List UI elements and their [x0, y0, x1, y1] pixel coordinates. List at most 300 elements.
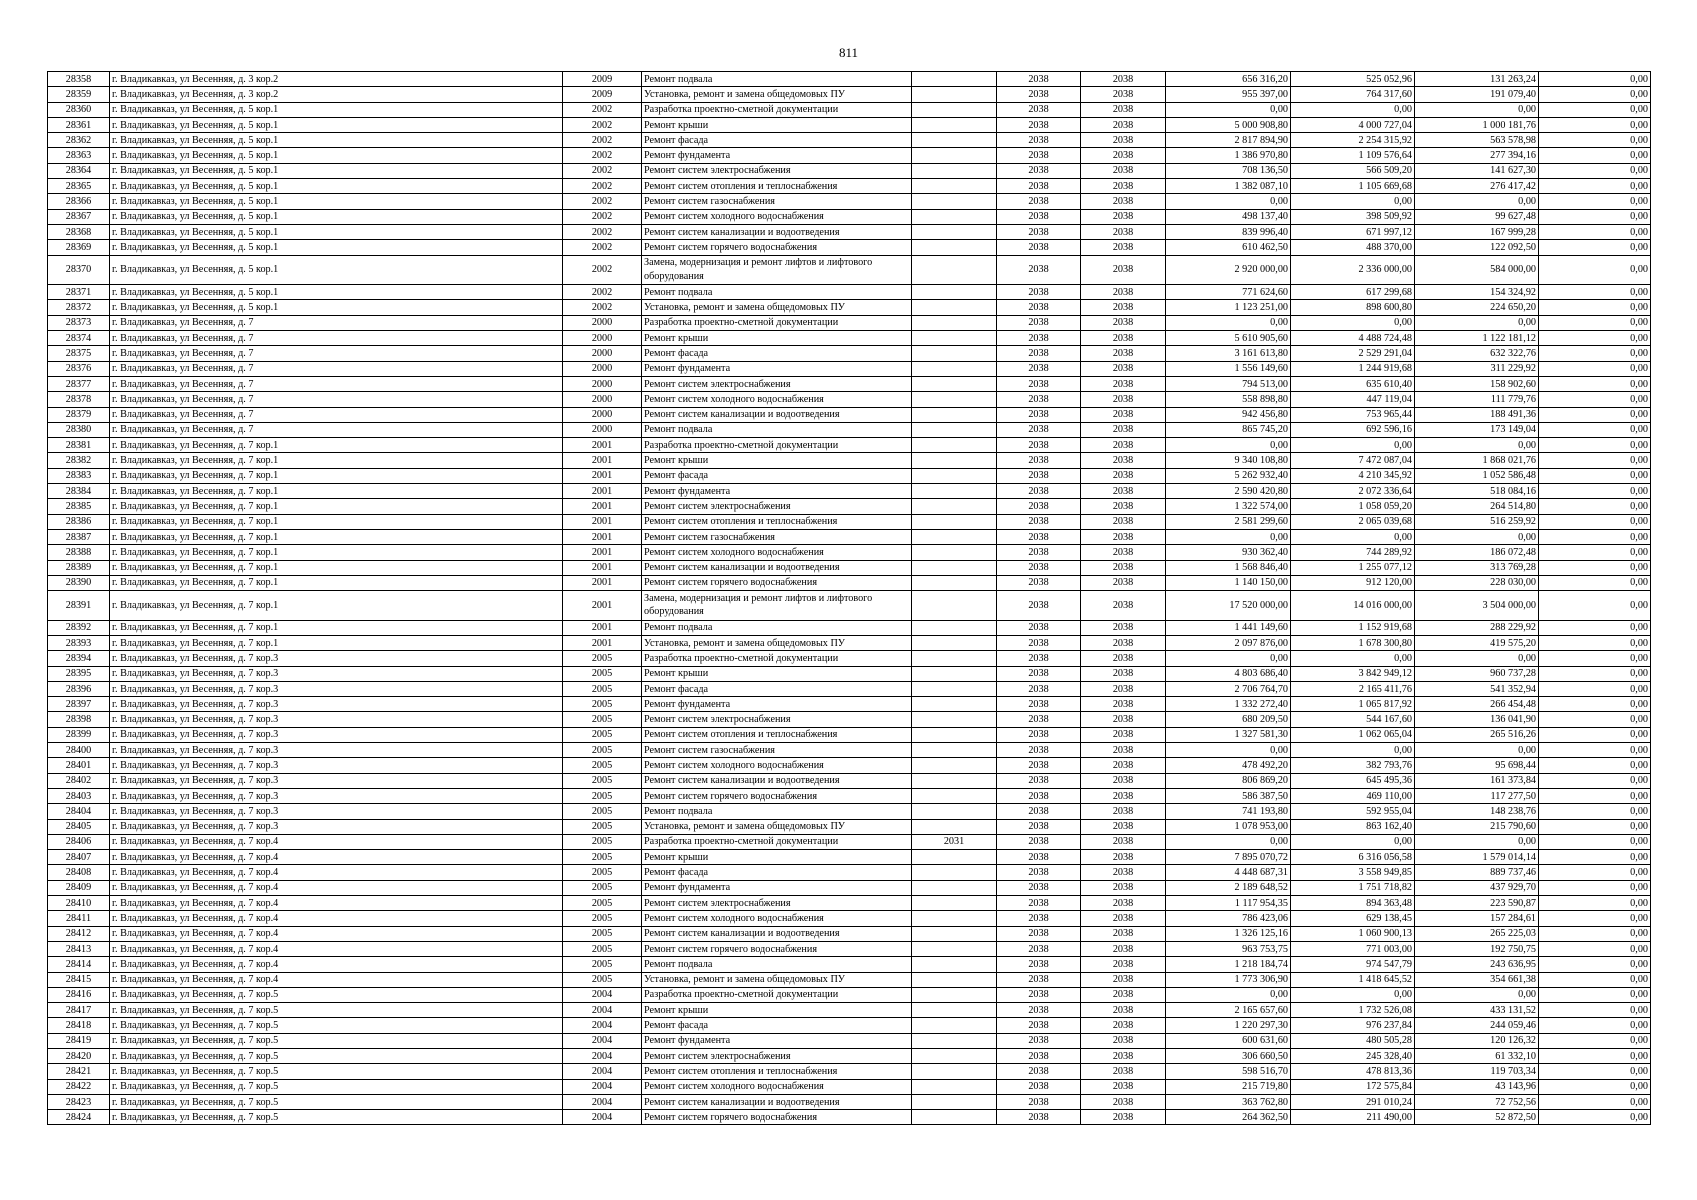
row-number-cell: 28409 [48, 880, 110, 895]
end-year-cell: 2038 [1081, 72, 1166, 87]
start-year-cell: 2038 [997, 941, 1081, 956]
row-number-cell: 28374 [48, 331, 110, 346]
build-year-cell: 2005 [563, 697, 642, 712]
fund-cost-cell: 2 065 039,68 [1291, 514, 1415, 529]
work-type-cell: Установка, ремонт и замена общедомовых ПУ [642, 87, 912, 102]
table-row [48, 315, 1651, 330]
end-year-cell: 2038 [1081, 545, 1166, 560]
start-year-cell: 2038 [997, 635, 1081, 650]
row-number-cell: 28420 [48, 1049, 110, 1064]
plan-year-cell [912, 529, 997, 544]
plan-year-cell [912, 102, 997, 117]
build-year-cell: 2002 [563, 255, 642, 285]
other-cost-cell: 0,00 [1539, 315, 1651, 330]
start-year-cell: 2038 [997, 1094, 1081, 1109]
end-year-cell: 2038 [1081, 1003, 1166, 1018]
end-year-cell: 2038 [1081, 453, 1166, 468]
build-year-cell: 2005 [563, 896, 642, 911]
table-row [48, 361, 1651, 376]
owner-cost-cell: 148 238,76 [1415, 804, 1539, 819]
other-cost-cell: 0,00 [1539, 514, 1651, 529]
address-cell: г. Владикавказ, ул Весенняя, д. 5 кор.1 [110, 102, 563, 117]
plan-year-cell [912, 545, 997, 560]
start-year-cell: 2038 [997, 484, 1081, 499]
row-number-cell: 28412 [48, 926, 110, 941]
table-row [48, 1094, 1651, 1109]
build-year-cell: 2001 [563, 514, 642, 529]
start-year-cell: 2038 [997, 651, 1081, 666]
table-row [48, 209, 1651, 224]
total-cost-cell: 865 745,20 [1166, 422, 1291, 437]
start-year-cell: 2038 [997, 148, 1081, 163]
row-number-cell: 28399 [48, 727, 110, 742]
address-cell: г. Владикавказ, ул Весенняя, д. 7 кор.1 [110, 635, 563, 650]
owner-cost-cell: 117 277,50 [1415, 788, 1539, 803]
table-row [48, 179, 1651, 194]
address-cell: г. Владикавказ, ул Весенняя, д. 7 кор.3 [110, 727, 563, 742]
address-cell: г. Владикавказ, ул Весенняя, д. 7 [110, 392, 563, 407]
build-year-cell: 2004 [563, 1094, 642, 1109]
row-number-cell: 28362 [48, 133, 110, 148]
total-cost-cell: 598 516,70 [1166, 1064, 1291, 1079]
total-cost-cell: 1 326 125,16 [1166, 926, 1291, 941]
row-number-cell: 28382 [48, 453, 110, 468]
work-type-cell: Ремонт фундамента [642, 148, 912, 163]
end-year-cell: 2038 [1081, 987, 1166, 1002]
build-year-cell: 2004 [563, 987, 642, 1002]
plan-year-cell [912, 468, 997, 483]
start-year-cell: 2038 [997, 865, 1081, 880]
work-type-cell: Разработка проектно-сметной документации [642, 438, 912, 453]
fund-cost-cell: 2 165 411,76 [1291, 681, 1415, 696]
row-number-cell: 28407 [48, 850, 110, 865]
total-cost-cell: 1 386 970,80 [1166, 148, 1291, 163]
build-year-cell: 2005 [563, 834, 642, 849]
work-type-cell: Ремонт систем электроснабжения [642, 163, 912, 178]
owner-cost-cell: 72 752,56 [1415, 1094, 1539, 1109]
other-cost-cell: 0,00 [1539, 529, 1651, 544]
fund-cost-cell: 480 505,28 [1291, 1033, 1415, 1048]
address-cell: г. Владикавказ, ул Весенняя, д. 7 [110, 346, 563, 361]
table-row [48, 911, 1651, 926]
start-year-cell: 2038 [997, 727, 1081, 742]
end-year-cell: 2038 [1081, 117, 1166, 132]
table-row [48, 896, 1651, 911]
address-cell: г. Владикавказ, ул Весенняя, д. 7 кор.3 [110, 681, 563, 696]
plan-year-cell [912, 1003, 997, 1018]
other-cost-cell: 0,00 [1539, 72, 1651, 87]
row-number-cell: 28371 [48, 285, 110, 300]
plan-year-cell [912, 788, 997, 803]
end-year-cell: 2038 [1081, 285, 1166, 300]
table-row [48, 788, 1651, 803]
owner-cost-cell: 889 737,46 [1415, 865, 1539, 880]
owner-cost-cell: 1 000 181,76 [1415, 117, 1539, 132]
owner-cost-cell: 52 872,50 [1415, 1110, 1539, 1125]
fund-cost-cell: 753 965,44 [1291, 407, 1415, 422]
work-type-cell: Ремонт фундамента [642, 880, 912, 895]
address-cell: г. Владикавказ, ул Весенняя, д. 7 кор.1 [110, 499, 563, 514]
total-cost-cell: 1 322 574,00 [1166, 499, 1291, 514]
row-number-cell: 28397 [48, 697, 110, 712]
build-year-cell: 2002 [563, 102, 642, 117]
total-cost-cell: 1 568 846,40 [1166, 560, 1291, 575]
fund-cost-cell: 382 793,76 [1291, 758, 1415, 773]
total-cost-cell: 1 117 954,35 [1166, 896, 1291, 911]
total-cost-cell: 586 387,50 [1166, 788, 1291, 803]
work-type-cell: Ремонт систем канализации и водоотведения [642, 926, 912, 941]
fund-cost-cell: 4 488 724,48 [1291, 331, 1415, 346]
end-year-cell: 2038 [1081, 880, 1166, 895]
end-year-cell: 2038 [1081, 834, 1166, 849]
row-number-cell: 28421 [48, 1064, 110, 1079]
plan-year-cell [912, 422, 997, 437]
row-number-cell: 28406 [48, 834, 110, 849]
row-number-cell: 28387 [48, 529, 110, 544]
other-cost-cell: 0,00 [1539, 681, 1651, 696]
other-cost-cell: 0,00 [1539, 1018, 1651, 1033]
total-cost-cell: 3 161 613,80 [1166, 346, 1291, 361]
plan-year-cell [912, 300, 997, 315]
other-cost-cell: 0,00 [1539, 635, 1651, 650]
work-type-cell: Ремонт систем холодного водоснабжения [642, 209, 912, 224]
total-cost-cell: 741 193,80 [1166, 804, 1291, 819]
fund-cost-cell: 1 678 300,80 [1291, 635, 1415, 650]
start-year-cell: 2038 [997, 972, 1081, 987]
start-year-cell: 2038 [997, 1064, 1081, 1079]
owner-cost-cell: 61 332,10 [1415, 1049, 1539, 1064]
end-year-cell: 2038 [1081, 376, 1166, 391]
end-year-cell: 2038 [1081, 331, 1166, 346]
fund-cost-cell: 744 289,92 [1291, 545, 1415, 560]
other-cost-cell: 0,00 [1539, 240, 1651, 255]
address-cell: г. Владикавказ, ул Весенняя, д. 7 кор.1 [110, 545, 563, 560]
total-cost-cell: 0,00 [1166, 743, 1291, 758]
table-row [48, 804, 1651, 819]
total-cost-cell: 478 492,20 [1166, 758, 1291, 773]
work-type-cell: Установка, ремонт и замена общедомовых ПУ [642, 300, 912, 315]
end-year-cell: 2038 [1081, 620, 1166, 635]
start-year-cell: 2038 [997, 392, 1081, 407]
table-row [48, 758, 1651, 773]
start-year-cell: 2038 [997, 438, 1081, 453]
address-cell: г. Владикавказ, ул Весенняя, д. 7 кор.1 [110, 453, 563, 468]
owner-cost-cell: 158 902,60 [1415, 376, 1539, 391]
build-year-cell: 2002 [563, 148, 642, 163]
total-cost-cell: 306 660,50 [1166, 1049, 1291, 1064]
build-year-cell: 2002 [563, 117, 642, 132]
end-year-cell: 2038 [1081, 926, 1166, 941]
table-row [48, 148, 1651, 163]
total-cost-cell: 9 340 108,80 [1166, 453, 1291, 468]
end-year-cell: 2038 [1081, 484, 1166, 499]
total-cost-cell: 942 456,80 [1166, 407, 1291, 422]
work-type-cell: Разработка проектно-сметной документации [642, 834, 912, 849]
start-year-cell: 2038 [997, 285, 1081, 300]
build-year-cell: 2000 [563, 346, 642, 361]
work-type-cell: Ремонт подвала [642, 72, 912, 87]
table-row [48, 834, 1651, 849]
plan-year-cell [912, 133, 997, 148]
start-year-cell: 2038 [997, 957, 1081, 972]
row-number-cell: 28396 [48, 681, 110, 696]
build-year-cell: 2000 [563, 392, 642, 407]
work-type-cell: Установка, ремонт и замена общедомовых ПУ [642, 635, 912, 650]
build-year-cell: 2005 [563, 850, 642, 865]
end-year-cell: 2038 [1081, 1094, 1166, 1109]
fund-cost-cell: 645 495,36 [1291, 773, 1415, 788]
table-row [48, 972, 1651, 987]
work-type-cell: Ремонт систем горячего водоснабжения [642, 1110, 912, 1125]
build-year-cell: 2001 [563, 635, 642, 650]
owner-cost-cell: 244 059,46 [1415, 1018, 1539, 1033]
build-year-cell: 2009 [563, 87, 642, 102]
plan-year-cell [912, 850, 997, 865]
total-cost-cell: 600 631,60 [1166, 1033, 1291, 1048]
row-number-cell: 28358 [48, 72, 110, 87]
start-year-cell: 2038 [997, 773, 1081, 788]
build-year-cell: 2002 [563, 300, 642, 315]
other-cost-cell: 0,00 [1539, 117, 1651, 132]
owner-cost-cell: 3 504 000,00 [1415, 591, 1539, 621]
row-number-cell: 28423 [48, 1094, 110, 1109]
end-year-cell: 2038 [1081, 255, 1166, 285]
work-type-cell: Ремонт фасада [642, 468, 912, 483]
plan-year-cell [912, 392, 997, 407]
total-cost-cell: 363 762,80 [1166, 1094, 1291, 1109]
row-number-cell: 28376 [48, 361, 110, 376]
end-year-cell: 2038 [1081, 758, 1166, 773]
total-cost-cell: 955 397,00 [1166, 87, 1291, 102]
work-type-cell: Ремонт крыши [642, 117, 912, 132]
owner-cost-cell: 541 352,94 [1415, 681, 1539, 696]
address-cell: г. Владикавказ, ул Весенняя, д. 7 кор.5 [110, 1018, 563, 1033]
table-row [48, 865, 1651, 880]
address-cell: г. Владикавказ, ул Весенняя, д. 5 кор.1 [110, 163, 563, 178]
work-type-cell: Ремонт фундамента [642, 697, 912, 712]
row-number-cell: 28415 [48, 972, 110, 987]
plan-year-cell [912, 407, 997, 422]
end-year-cell: 2038 [1081, 179, 1166, 194]
total-cost-cell: 0,00 [1166, 438, 1291, 453]
end-year-cell: 2038 [1081, 407, 1166, 422]
row-number-cell: 28411 [48, 911, 110, 926]
owner-cost-cell: 228 030,00 [1415, 575, 1539, 590]
owner-cost-cell: 224 650,20 [1415, 300, 1539, 315]
fund-cost-cell: 3 558 949,85 [1291, 865, 1415, 880]
plan-year-cell [912, 635, 997, 650]
table-row [48, 1033, 1651, 1048]
owner-cost-cell: 518 084,16 [1415, 484, 1539, 499]
table-row [48, 1079, 1651, 1094]
fund-cost-cell: 4 210 345,92 [1291, 468, 1415, 483]
address-cell: г. Владикавказ, ул Весенняя, д. 7 кор.3 [110, 773, 563, 788]
table-row [48, 987, 1651, 1002]
start-year-cell: 2038 [997, 620, 1081, 635]
fund-cost-cell: 592 955,04 [1291, 804, 1415, 819]
table-row [48, 1049, 1651, 1064]
owner-cost-cell: 1 579 014,14 [1415, 850, 1539, 865]
address-cell: г. Владикавказ, ул Весенняя, д. 7 кор.1 [110, 575, 563, 590]
end-year-cell: 2038 [1081, 1110, 1166, 1125]
build-year-cell: 2002 [563, 209, 642, 224]
plan-year-cell [912, 819, 997, 834]
build-year-cell: 2000 [563, 422, 642, 437]
work-type-cell: Ремонт систем отопления и теплоснабжения [642, 179, 912, 194]
row-number-cell: 28390 [48, 575, 110, 590]
fund-cost-cell: 211 490,00 [1291, 1110, 1415, 1125]
end-year-cell: 2038 [1081, 87, 1166, 102]
table-row [48, 743, 1651, 758]
fund-cost-cell: 0,00 [1291, 529, 1415, 544]
address-cell: г. Владикавказ, ул Весенняя, д. 7 кор.3 [110, 788, 563, 803]
end-year-cell: 2038 [1081, 575, 1166, 590]
total-cost-cell: 215 719,80 [1166, 1079, 1291, 1094]
address-cell: г. Владикавказ, ул Весенняя, д. 7 кор.3 [110, 697, 563, 712]
address-cell: г. Владикавказ, ул Весенняя, д. 7 кор.4 [110, 896, 563, 911]
start-year-cell: 2038 [997, 87, 1081, 102]
row-number-cell: 28389 [48, 560, 110, 575]
work-type-cell: Ремонт фасада [642, 346, 912, 361]
fund-cost-cell: 1 244 919,68 [1291, 361, 1415, 376]
address-cell: г. Владикавказ, ул Весенняя, д. 7 кор.1 [110, 484, 563, 499]
fund-cost-cell: 0,00 [1291, 651, 1415, 666]
other-cost-cell: 0,00 [1539, 194, 1651, 209]
other-cost-cell: 0,00 [1539, 87, 1651, 102]
start-year-cell: 2038 [997, 331, 1081, 346]
fund-cost-cell: 4 000 727,04 [1291, 117, 1415, 132]
end-year-cell: 2038 [1081, 133, 1166, 148]
table-row [48, 422, 1651, 437]
table-row [48, 529, 1651, 544]
end-year-cell: 2038 [1081, 1079, 1166, 1094]
address-cell: г. Владикавказ, ул Весенняя, д. 7 кор.4 [110, 926, 563, 941]
end-year-cell: 2038 [1081, 148, 1166, 163]
table-row [48, 331, 1651, 346]
plan-year-cell [912, 727, 997, 742]
address-cell: г. Владикавказ, ул Весенняя, д. 5 кор.1 [110, 117, 563, 132]
total-cost-cell: 2 706 764,70 [1166, 681, 1291, 696]
fund-cost-cell: 0,00 [1291, 438, 1415, 453]
fund-cost-cell: 245 328,40 [1291, 1049, 1415, 1064]
work-type-cell: Ремонт фасада [642, 1018, 912, 1033]
start-year-cell: 2038 [997, 376, 1081, 391]
row-number-cell: 28359 [48, 87, 110, 102]
start-year-cell: 2038 [997, 179, 1081, 194]
table-row [48, 957, 1651, 972]
end-year-cell: 2038 [1081, 865, 1166, 880]
owner-cost-cell: 223 590,87 [1415, 896, 1539, 911]
fund-cost-cell: 469 110,00 [1291, 788, 1415, 803]
end-year-cell: 2038 [1081, 972, 1166, 987]
work-type-cell: Ремонт систем электроснабжения [642, 1049, 912, 1064]
table-row [48, 850, 1651, 865]
other-cost-cell: 0,00 [1539, 560, 1651, 575]
fund-cost-cell: 172 575,84 [1291, 1079, 1415, 1094]
other-cost-cell: 0,00 [1539, 1064, 1651, 1079]
other-cost-cell: 0,00 [1539, 743, 1651, 758]
total-cost-cell: 1 140 150,00 [1166, 575, 1291, 590]
table-row [48, 438, 1651, 453]
row-number-cell: 28393 [48, 635, 110, 650]
address-cell: г. Владикавказ, ул Весенняя, д. 5 кор.1 [110, 224, 563, 239]
other-cost-cell: 0,00 [1539, 758, 1651, 773]
fund-cost-cell: 1 732 526,08 [1291, 1003, 1415, 1018]
table-row [48, 560, 1651, 575]
end-year-cell: 2038 [1081, 194, 1166, 209]
row-number-cell: 28363 [48, 148, 110, 163]
plan-year-cell [912, 87, 997, 102]
total-cost-cell: 610 462,50 [1166, 240, 1291, 255]
other-cost-cell: 0,00 [1539, 727, 1651, 742]
total-cost-cell: 0,00 [1166, 651, 1291, 666]
end-year-cell: 2038 [1081, 529, 1166, 544]
fund-cost-cell: 863 162,40 [1291, 819, 1415, 834]
work-type-cell: Установка, ремонт и замена общедомовых ПУ [642, 819, 912, 834]
row-number-cell: 28404 [48, 804, 110, 819]
start-year-cell: 2038 [997, 102, 1081, 117]
end-year-cell: 2038 [1081, 804, 1166, 819]
work-type-cell: Ремонт фундамента [642, 361, 912, 376]
owner-cost-cell: 313 769,28 [1415, 560, 1539, 575]
address-cell: г. Владикавказ, ул Весенняя, д. 7 кор.3 [110, 758, 563, 773]
total-cost-cell: 1 441 149,60 [1166, 620, 1291, 635]
owner-cost-cell: 154 324,92 [1415, 285, 1539, 300]
total-cost-cell: 806 869,20 [1166, 773, 1291, 788]
plan-year-cell [912, 1079, 997, 1094]
total-cost-cell: 1 123 251,00 [1166, 300, 1291, 315]
plan-year-cell [912, 194, 997, 209]
start-year-cell: 2038 [997, 926, 1081, 941]
owner-cost-cell: 265 516,26 [1415, 727, 1539, 742]
table-row [48, 1110, 1651, 1125]
work-type-cell: Ремонт крыши [642, 331, 912, 346]
start-year-cell: 2038 [997, 758, 1081, 773]
owner-cost-cell: 276 417,42 [1415, 179, 1539, 194]
other-cost-cell: 0,00 [1539, 697, 1651, 712]
fund-cost-cell: 7 472 087,04 [1291, 453, 1415, 468]
end-year-cell: 2038 [1081, 773, 1166, 788]
total-cost-cell: 2 817 894,90 [1166, 133, 1291, 148]
row-number-cell: 28417 [48, 1003, 110, 1018]
work-type-cell: Ремонт систем газоснабжения [642, 529, 912, 544]
other-cost-cell: 0,00 [1539, 484, 1651, 499]
fund-cost-cell: 0,00 [1291, 315, 1415, 330]
work-type-cell: Разработка проектно-сметной документации [642, 651, 912, 666]
row-number-cell: 28366 [48, 194, 110, 209]
fund-cost-cell: 3 842 949,12 [1291, 666, 1415, 681]
build-year-cell: 2005 [563, 666, 642, 681]
plan-year-cell [912, 255, 997, 285]
page-number: 811 [838, 45, 859, 60]
build-year-cell: 2001 [563, 499, 642, 514]
build-year-cell: 2005 [563, 819, 642, 834]
build-year-cell: 2005 [563, 911, 642, 926]
total-cost-cell: 1 220 297,30 [1166, 1018, 1291, 1033]
end-year-cell: 2038 [1081, 1033, 1166, 1048]
table-row [48, 285, 1651, 300]
work-type-cell: Ремонт систем холодного водоснабжения [642, 545, 912, 560]
start-year-cell: 2038 [997, 788, 1081, 803]
work-type-cell: Ремонт подвала [642, 285, 912, 300]
fund-cost-cell: 2 254 315,92 [1291, 133, 1415, 148]
owner-cost-cell: 136 041,90 [1415, 712, 1539, 727]
end-year-cell: 2038 [1081, 591, 1166, 621]
total-cost-cell: 498 137,40 [1166, 209, 1291, 224]
total-cost-cell: 0,00 [1166, 102, 1291, 117]
start-year-cell: 2038 [997, 300, 1081, 315]
start-year-cell: 2038 [997, 1110, 1081, 1125]
